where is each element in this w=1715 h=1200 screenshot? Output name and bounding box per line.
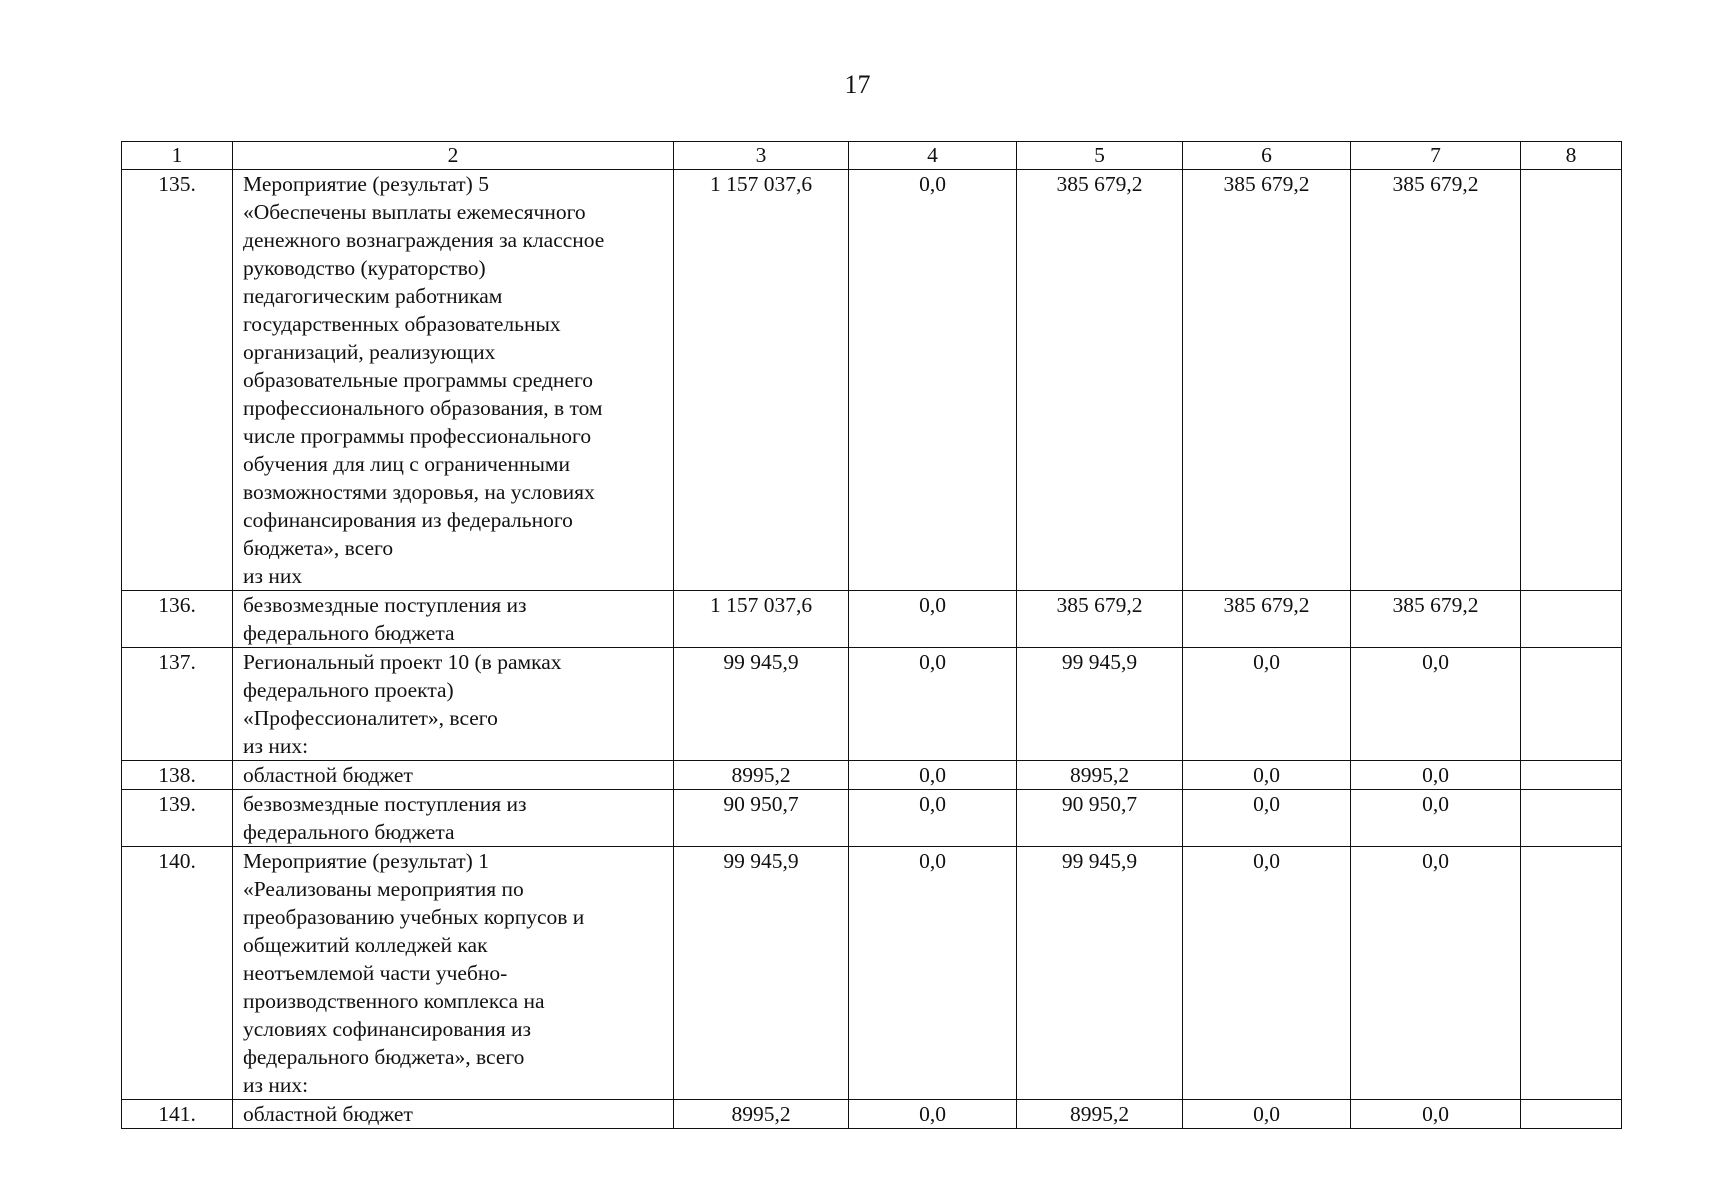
description-line: из них: [243, 734, 309, 758]
description-line: из них [243, 564, 303, 588]
value-cell-col-6: 385 679,2 [1183, 591, 1351, 648]
row-number: 135. [122, 170, 233, 591]
description-line: Мероприятие (результат) 5 [243, 172, 489, 196]
value-cell-col-4: 0,0 [849, 170, 1017, 591]
column-number-row [122, 142, 1622, 170]
value-cell-col-7: 0,0 [1351, 847, 1521, 1100]
table-row [122, 761, 1622, 790]
description-line: педагогическим работникам [243, 284, 503, 308]
description-line: образовательные программы среднего [243, 368, 594, 392]
row-number: 136. [122, 591, 233, 648]
value-cell-col-8 [1521, 761, 1622, 790]
value-cell-col-7: 385 679,2 [1351, 170, 1521, 591]
row-description [233, 170, 674, 591]
column-header-2: 2 [233, 142, 674, 170]
value-cell-col-7: 0,0 [1351, 790, 1521, 847]
table-row [122, 591, 1622, 648]
description-line: федерального бюджета [243, 820, 455, 844]
description-line: обучения для лиц с ограниченными [243, 452, 571, 476]
description-line: производственного комплекса на [243, 989, 545, 1013]
description-line: Мероприятие (результат) 1 [243, 849, 489, 873]
value-cell-col-4: 0,0 [849, 847, 1017, 1100]
value-cell-col-6: 0,0 [1183, 761, 1351, 790]
description-line: федерального бюджета [243, 621, 455, 645]
value-cell-col-5: 99 945,9 [1017, 648, 1183, 761]
description-line: условиях софинансирования из [243, 1017, 531, 1041]
description-line: руководство (кураторство) [243, 256, 486, 280]
description-line: преобразованию учебных корпусов и [243, 905, 585, 929]
description-line: организаций, реализующих [243, 340, 496, 364]
value-cell-col-7: 0,0 [1351, 761, 1521, 790]
description-line: областной бюджет [243, 1102, 413, 1126]
column-header-7: 7 [1351, 142, 1521, 170]
budget-table [121, 141, 1622, 1129]
row-number: 137. [122, 648, 233, 761]
description-line: федерального проекта) [243, 678, 454, 702]
value-cell-col-5: 99 945,9 [1017, 847, 1183, 1100]
value-cell-col-5: 385 679,2 [1017, 170, 1183, 591]
description-line: из них: [243, 1073, 309, 1097]
description-line: общежитий колледжей как [243, 933, 488, 957]
description-line: профессионального образования, в том [243, 396, 603, 420]
value-cell-col-3: 99 945,9 [674, 648, 849, 761]
table-body [122, 170, 1622, 1129]
value-cell-col-4: 0,0 [849, 591, 1017, 648]
row-number: 138. [122, 761, 233, 790]
row-description [233, 1100, 674, 1129]
description-line: «Профессионалитет», всего [243, 706, 498, 730]
value-cell-col-8 [1521, 591, 1622, 648]
value-cell-col-8 [1521, 648, 1622, 761]
value-cell-col-8 [1521, 170, 1622, 591]
value-cell-col-6: 0,0 [1183, 648, 1351, 761]
description-line: «Обеспечены выплаты ежемесячного [243, 200, 586, 224]
column-header-1: 1 [122, 142, 233, 170]
row-description [233, 761, 674, 790]
value-cell-col-5: 8995,2 [1017, 761, 1183, 790]
value-cell-col-3: 90 950,7 [674, 790, 849, 847]
table-row [122, 847, 1622, 1100]
table-row [122, 170, 1622, 591]
description-line: возможностями здоровья, на условиях [243, 480, 595, 504]
description-line: денежного вознаграждения за классное [243, 228, 605, 252]
value-cell-col-7: 0,0 [1351, 648, 1521, 761]
description-line: областной бюджет [243, 763, 413, 787]
description-line: безвозмездные поступления из [243, 593, 527, 617]
column-header-3: 3 [674, 142, 849, 170]
value-cell-col-5: 90 950,7 [1017, 790, 1183, 847]
value-cell-col-4: 0,0 [849, 761, 1017, 790]
row-description [233, 847, 674, 1100]
row-number: 140. [122, 847, 233, 1100]
value-cell-col-6: 0,0 [1183, 790, 1351, 847]
description-line: неотъемлемой части учебно- [243, 961, 508, 985]
value-cell-col-6: 385 679,2 [1183, 170, 1351, 591]
value-cell-col-4: 0,0 [849, 1100, 1017, 1129]
value-cell-col-7: 385 679,2 [1351, 591, 1521, 648]
description-line: софинансирования из федерального [243, 508, 573, 532]
table-row [122, 1100, 1622, 1129]
row-number: 139. [122, 790, 233, 847]
value-cell-col-6: 0,0 [1183, 847, 1351, 1100]
description-line: безвозмездные поступления из [243, 792, 527, 816]
column-header-6: 6 [1183, 142, 1351, 170]
description-line: федерального бюджета», всего [243, 1045, 525, 1069]
value-cell-col-3: 1 157 037,6 [674, 591, 849, 648]
value-cell-col-3: 8995,2 [674, 761, 849, 790]
value-cell-col-6: 0,0 [1183, 1100, 1351, 1129]
value-cell-col-8 [1521, 847, 1622, 1100]
row-description [233, 790, 674, 847]
value-cell-col-3: 8995,2 [674, 1100, 849, 1129]
description-line: бюджета», всего [243, 536, 394, 560]
table-row [122, 648, 1622, 761]
value-cell-col-8 [1521, 1100, 1622, 1129]
value-cell-col-3: 99 945,9 [674, 847, 849, 1100]
description-line: государственных образовательных [243, 312, 561, 336]
row-description [233, 591, 674, 648]
table-row [122, 790, 1622, 847]
value-cell-col-5: 385 679,2 [1017, 591, 1183, 648]
column-header-8: 8 [1521, 142, 1622, 170]
value-cell-col-5: 8995,2 [1017, 1100, 1183, 1129]
column-header-5: 5 [1017, 142, 1183, 170]
description-line: «Реализованы мероприятия по [243, 877, 524, 901]
value-cell-col-4: 0,0 [849, 648, 1017, 761]
value-cell-col-8 [1521, 790, 1622, 847]
page-number: 17 [844, 70, 871, 99]
description-line: Региональный проект 10 (в рамках [243, 650, 562, 674]
column-header-4: 4 [849, 142, 1017, 170]
value-cell-col-3: 1 157 037,6 [674, 170, 849, 591]
value-cell-col-4: 0,0 [849, 790, 1017, 847]
value-cell-col-7: 0,0 [1351, 1100, 1521, 1129]
description-line: числе программы профессионального [243, 424, 592, 448]
row-number: 141. [122, 1100, 233, 1129]
row-description [233, 648, 674, 761]
